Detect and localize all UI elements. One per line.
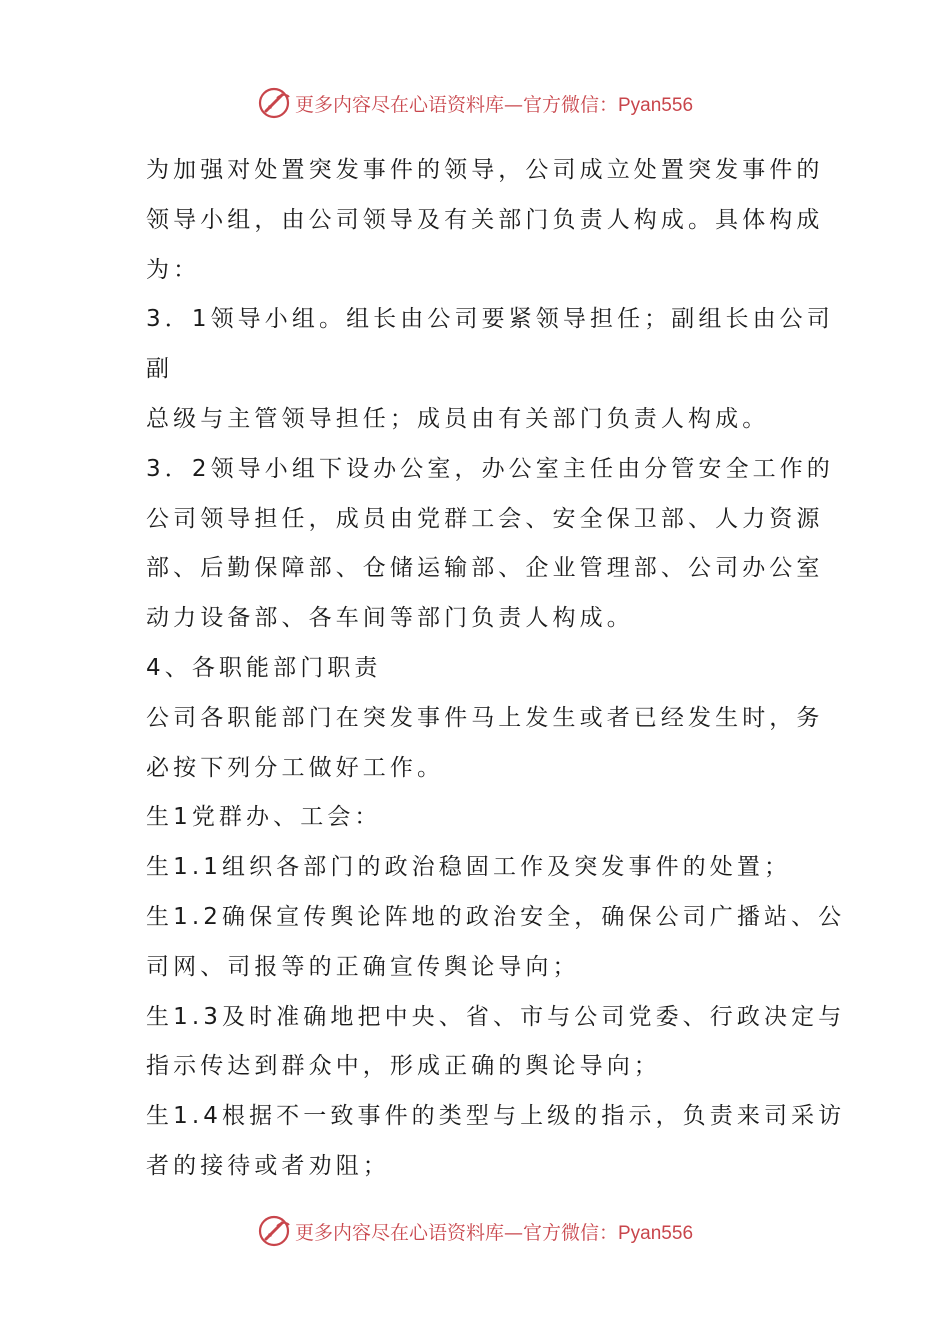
text-line: 公司领导担任，成员由党群工会、安全保卫部、人力资源 bbox=[146, 505, 824, 532]
text-line: 公司各职能部门在突发事件马上发生或者已经发生时，务 bbox=[146, 704, 824, 731]
text-line: 为加强对处置突发事件的领导，公司成立处置突发事件的 bbox=[146, 157, 824, 183]
pen-logo-icon bbox=[257, 1214, 291, 1248]
text-line: 生1.4根据不一致事件的类型与上级的指示，负责来司采访 bbox=[146, 1103, 846, 1130]
document-body bbox=[146, 146, 846, 1192]
text-line: 必按下列分工做好工作。 bbox=[146, 754, 445, 781]
watermark-wechat-id: Pyan556 bbox=[618, 1222, 694, 1244]
header-watermark bbox=[0, 83, 950, 123]
text-line: 动力设备部、各车间等部门负责人构成。 bbox=[146, 605, 634, 632]
text-line: 生1.1组织各部门的政治稳固工作及突发事件的处置； bbox=[146, 854, 792, 881]
text-line: 为： bbox=[146, 256, 201, 283]
text-line: 指示传达到群众中，形成正确的舆论导向； bbox=[146, 1053, 661, 1080]
text-line: 生1.2确保宣传舆论阵地的政治安全，确保公司广播站、公 bbox=[146, 903, 846, 930]
text-line: 者的接待或者劝阻； bbox=[146, 1152, 390, 1179]
text-line: 副 bbox=[146, 356, 174, 383]
pen-logo-icon bbox=[257, 86, 291, 120]
text-line: 部、后勤保障部、仓储运输部、企业管理部、公司办公室 bbox=[146, 555, 824, 582]
text-line: 生1党群办、工会： bbox=[146, 804, 382, 831]
footer-watermark bbox=[0, 1211, 950, 1251]
watermark-text: 更多内容尽在心语资料库—官方微信：Pyan556 bbox=[294, 93, 694, 116]
text-line: 总级与主管领导担任；成员由有关部门负责人构成。 bbox=[146, 405, 770, 432]
section-heading: 4、各职能部门职责 bbox=[146, 654, 382, 681]
text-line: 司网、司报等的正确宣传舆论导向； bbox=[146, 953, 580, 980]
text-line: 3．2领导小组下设办公室，办公室主任由分管安全工作的 bbox=[146, 455, 834, 482]
watermark-text: 更多内容尽在心语资料库—官方微信：Pyan556 bbox=[294, 1221, 694, 1244]
watermark-wechat-id: Pyan556 bbox=[618, 94, 694, 116]
text-line: 3．1领导小组。组长由公司要紧领导担任；副组长由公司 bbox=[146, 306, 834, 333]
text-line: 领导小组，由公司领导及有关部门负责人构成。具体构成 bbox=[146, 206, 824, 233]
text-line: 生1.3及时准确地把中央、省、市与公司党委、行政决定与 bbox=[146, 1003, 846, 1030]
